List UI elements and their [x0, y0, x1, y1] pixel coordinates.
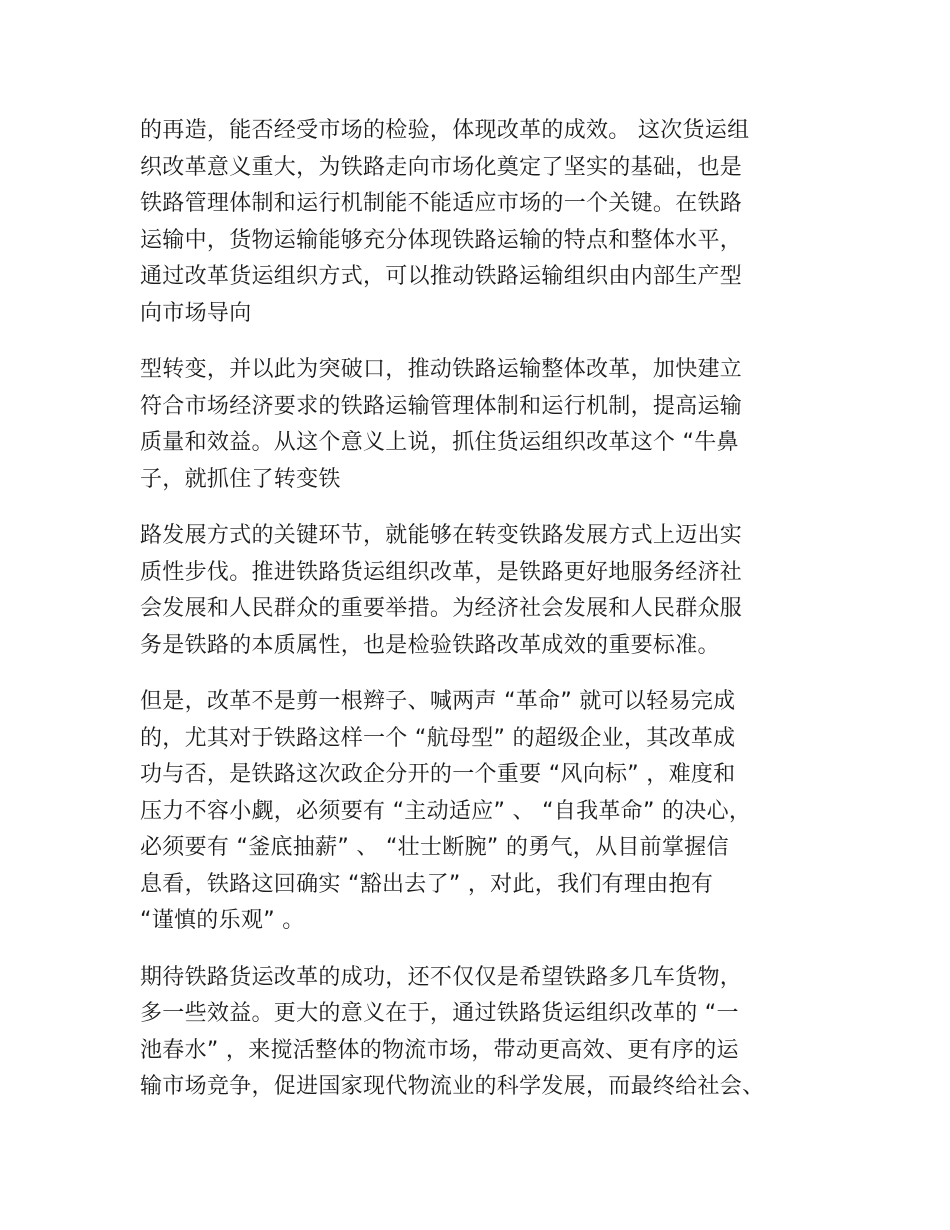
- text-line: 池春水” ，来搅活整体的物流市场，带动更高效、更有序的运: [140, 1037, 739, 1063]
- text-line: 压力不容小觑，必须要有 “主动适应” 、 “自我革命” 的决心，: [140, 798, 752, 824]
- text-line: “谨慎的乐观” 。: [140, 908, 305, 933]
- text-line: 运输中，货物运输能够充分体现铁路运输的特点和整体水平，: [140, 227, 743, 253]
- text-line: 符合市场经济要求的铁路运输管理体制和运行机制，提高运输: [140, 393, 743, 419]
- text-line: 的，尤其对于铁路这样一个 “航母型” 的超级企业，其改革成: [140, 725, 736, 751]
- text-line: 功与否，是铁路这次政企分开的一个重要 “风向标” ，难度和: [140, 762, 736, 787]
- text-line: 型转变，并以此为突破口，推动铁路运输整体改革，加快建立: [140, 357, 743, 382]
- text-line: 但是，改革不是剪一根辫子、喊两声 “革命” 就可以轻易完成: [140, 689, 736, 714]
- text-line: 路发展方式的关键环节，就能够在转变铁路发展方式上迈出实: [140, 523, 743, 548]
- paragraph-5: [140, 960, 820, 1106]
- paragraph-3: [140, 518, 820, 664]
- text-line: 输市场竞争，促进国家现代物流业的科学发展，而最终给社会、: [140, 1074, 765, 1099]
- text-line: 多一些效益。更大的意义在于，通过铁路货运组织改革的 “一: [140, 1001, 739, 1026]
- text-line: 铁路管理体制和运行机制能不能适应市场的一个关键。在铁路: [140, 191, 743, 216]
- paragraph-1: [140, 113, 820, 332]
- text-line: 向市场导向: [140, 300, 252, 326]
- text-line: 务是铁路的本质属性，也是检验铁路改革成效的重要标准。: [140, 632, 720, 658]
- text-line: 期待铁路货运改革的成功，还不仅仅是希望铁路多几车货物，: [140, 964, 743, 990]
- text-line: 息看，铁路这回确实 “豁出去了” ，对此，我们有理由抱有: [140, 871, 714, 897]
- document-body: [140, 113, 820, 1126]
- text-line: 质量和效益。从这个意义上说，抓住货运组织改革这个 “牛鼻: [140, 430, 739, 455]
- text-line: 质性步伐。推进铁路货运组织改革，是铁路更好地服务经济社: [140, 559, 743, 585]
- text-line: 织改革意义重大，为铁路走向市场化奠定了坚实的基础，也是: [140, 154, 743, 180]
- text-line: 必须要有 “釜底抽薪” 、 “壮士断腕” 的勇气，从目前掌握信: [140, 835, 729, 860]
- paragraph-2: [140, 352, 820, 498]
- text-line: 通过改革货运组织方式，可以推动铁路运输组织由内部生产型: [140, 264, 743, 289]
- text-line: 的再造，能否经受市场的检验，体现改革的成效。 这次货运组: [140, 118, 750, 143]
- text-line: 会发展和人民群众的重要举措。为经济社会发展和人民群众服: [140, 596, 743, 621]
- paragraph-4: [140, 684, 820, 940]
- text-line: 子，就抓住了转变铁: [140, 466, 341, 492]
